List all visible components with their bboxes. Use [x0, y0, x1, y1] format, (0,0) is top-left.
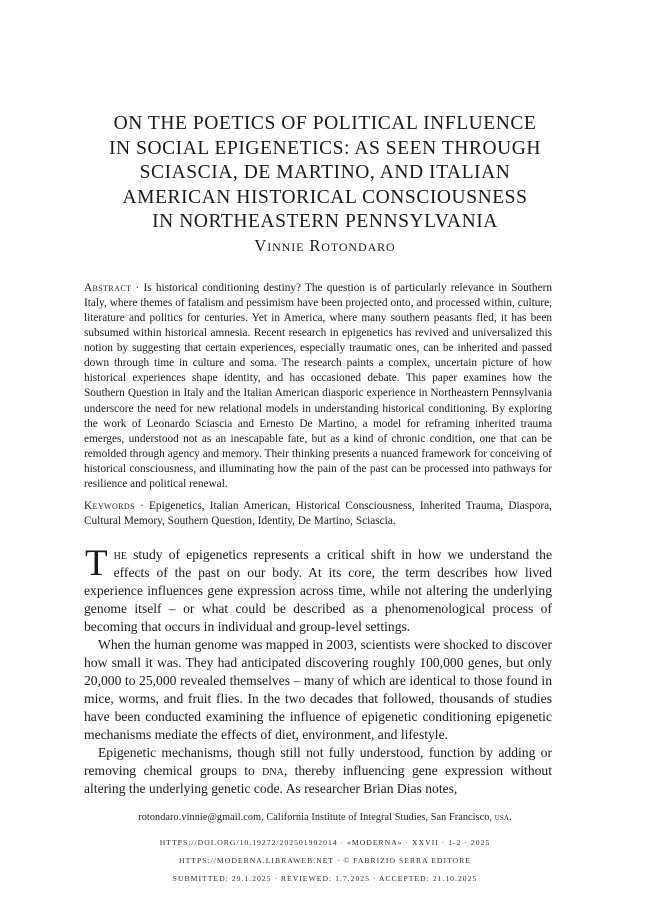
abstract-separator: · [131, 282, 144, 294]
acronym: dna [262, 763, 284, 778]
abstract-text: Is historical conditioning destiny? The question is of particularly relevance in Southern Italy, where themes of fatalism and pessimism have been projected onto, and processed within, culture, literature and politics for centuries. Yet in America, where many southern peasants fled, it has been subsumed within historical amnesia. Recent research in epigenetics has revived and universalized this notion by suggesting that certain experiences, especially traumatic ones, can be inherited and passed down through time in culture and soma. The research paints a complex, uncertain picture of how historical experiences shape identity, and has occasioned debate. This paper examines how the Southern Question in Italy and the Italian American diasporic experience in Northeastern Pennsylvania underscore the need for new relational models in understanding historical conditioning. By exploring the work of Leonardo Sciascia and Ernesto De Martino, a model for reframing inherited trauma emerges, understood not as an inescapable fate, but as a kind of chronic condition, one that can be remolded through agency and memory. Their thinking presents a nuanced framework for conceiving of historical consciousness, and illuminating how the pain of the past can be processed into pathways for resilience and political renewal. [84, 282, 552, 490]
title-line: SCIASCIA, DE MARTINO, AND ITALIAN [139, 162, 511, 184]
body-text [84, 543, 552, 798]
author-name: Vinnie Rotondaro [254, 236, 396, 255]
title-line: AMERICAN HISTORICAL CONSCIOUSNESS [122, 186, 528, 208]
drop-cap: T [85, 543, 108, 584]
abstract-label: Abstract [84, 282, 132, 294]
footnote-end: . [509, 812, 512, 823]
abstract-block [84, 281, 552, 529]
paragraph-text: study of epigenetics represents a critical shift in how we understand the effects of the past on our body. At its core, the term describes how lived experience influences gene expression across time, while not altering the underlying genome itself – or what could be described as a phenomenological process of becoming that occurs in individual and group-level settings. [84, 547, 552, 634]
paragraph-text: , thereby influencing gene expression without altering the underlying genetic code. As researcher Brian Dias notes, [84, 763, 552, 796]
keywords-paragraph [84, 499, 552, 529]
title-line: IN SOCIAL EPIGENETICS: AS SEEN THROUGH [108, 137, 542, 159]
keywords-separator: · [134, 499, 150, 512]
body-paragraph: When the human genome was mapped in 2003, scientists were shocked to discover how small it was. They had anticipated discovering roughly 100,000 genes, but only 20,000 to 25,000 revealed themselves – many of which are identical to those found in mice, worms, and fruit flies. In the two decades that followed, thousands of studies have been conducted examining the influence of epigenetic conditioning epigenetic mechanisms mediate the effects of diet, environment, and lifestyle. [84, 637, 552, 742]
paragraph-text: Epigenetic mechanisms, though still not fully understood, function by adding or removing chemical groups to [84, 745, 552, 778]
article-title [90, 112, 560, 235]
dates-line: SUBMITTED: 29.1.2025 · REVIEWED: 1.7.2025 · ACCEPTED: 21.10.2025 [172, 874, 478, 883]
author-affiliation-footnote [0, 812, 650, 823]
keywords-label: Keywords [84, 499, 135, 512]
doi-line: HTTPS://DOI.ORG/10.19272/202501902014 · «MODERNA» · XXVII · 1-2 · 2025 [159, 838, 491, 847]
title-line: ON THE POETICS OF POLITICAL INFLUENCE [113, 113, 537, 134]
title-line: IN NORTHEASTERN PENNSYLVANIA [152, 211, 498, 233]
body-paragraph [84, 744, 552, 798]
abstract-paragraph [84, 281, 552, 492]
keywords-text: Epigenetics, Italian American, Historical Consciousness, Inherited Trauma, Diaspora, Cultural Memory, Southern Question, Identity, De Martino, Sciascia. [84, 499, 552, 527]
footnote-country: usa [494, 812, 510, 823]
lead-in: he [113, 547, 127, 562]
footnote-text: rotondaro.vinnie@gmail.com, California Institute of Integral Studies, San Francisco, [138, 812, 495, 823]
publisher-line: HTTPS://MODERNA.LIBRAWEB.NET · © FABRIZIO SERRA EDITORE [179, 856, 471, 865]
body-paragraph [84, 543, 552, 636]
